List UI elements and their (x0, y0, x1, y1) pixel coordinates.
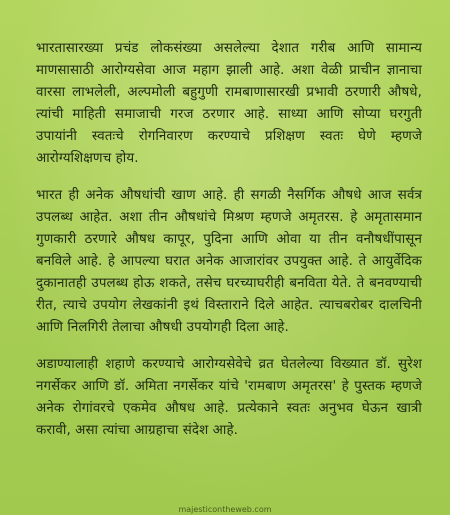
footer-website: majesticontheweb.com (178, 505, 272, 514)
paragraph-intro: भारतासारख्या प्रचंड लोकसंख्या असलेल्या देशात गरीब आणि सामान्य माणसासाठी आरोग्यसेवा आज महाग झाली आहे. अशा वेळी प्राचीन ज्ञानाचा वारसा लाभलेली, अल्पमोली बहुगुणी रामबाणासारखी प्रभावी ठरणारी औषधे, त्यांची माहिती समाजाची गरज ठरणार आहे. साध्या आणि सोप्या घरगुती उपायांनी स्वतःचे रोगनिवारण करण्याचे प्रशिक्षण स्वतः घेणे म्हणजे आरोग्यशिक्षणच होय. (36, 41, 422, 166)
paragraph-amrutras: भारत ही अनेक औषधांची खाण आहे. ही सगळी नैसर्गिक औषधे आज सर्वत्र उपलब्ध आहेत. अशा तीन औषधांचे मिश्रण म्हणजे अमृतरस. हे अमृतासमान गुणकारी ठरणारे औषध कापूर, पुदिना आणि ओवा या तीन वनौषधींपासून बनविले आहे. हे आपल्या घरात अनेक आजारांवर उपयुक्त आहे. ते आयुर्वेदिक दुकानातही उपलब्ध होऊ शकते, तसेच घरच्याघरीही बनविता येते. ते बनवण्याची रीत, त्याचे उपयोग लेखकांनी इथं विस्ताराने दिले आहेत. त्याचबरोबर दालचिनी आणि निलगिरी तेलाचा औषधी उपयोगही दिला आहे. (36, 188, 422, 335)
paragraph-authors: अडाण्यालाही शहाणे करण्याचे आरोग्यसेवेचे व्रत घेतलेल्या विख्यात डॉ. सुरेश नगर्सेकर आणि डॉ. अमिता नगर्सेकर यांचे 'रामबाण अमृतरस' हे पुस्तक म्हणजे अनेक रोगांवरचे एकमेव औषध आहे. प्रत्येकाने स्वतः अनुभव घेऊन खात्री करावी, असा त्यांचा आग्रहाचा संदेश आहे. (36, 357, 422, 438)
